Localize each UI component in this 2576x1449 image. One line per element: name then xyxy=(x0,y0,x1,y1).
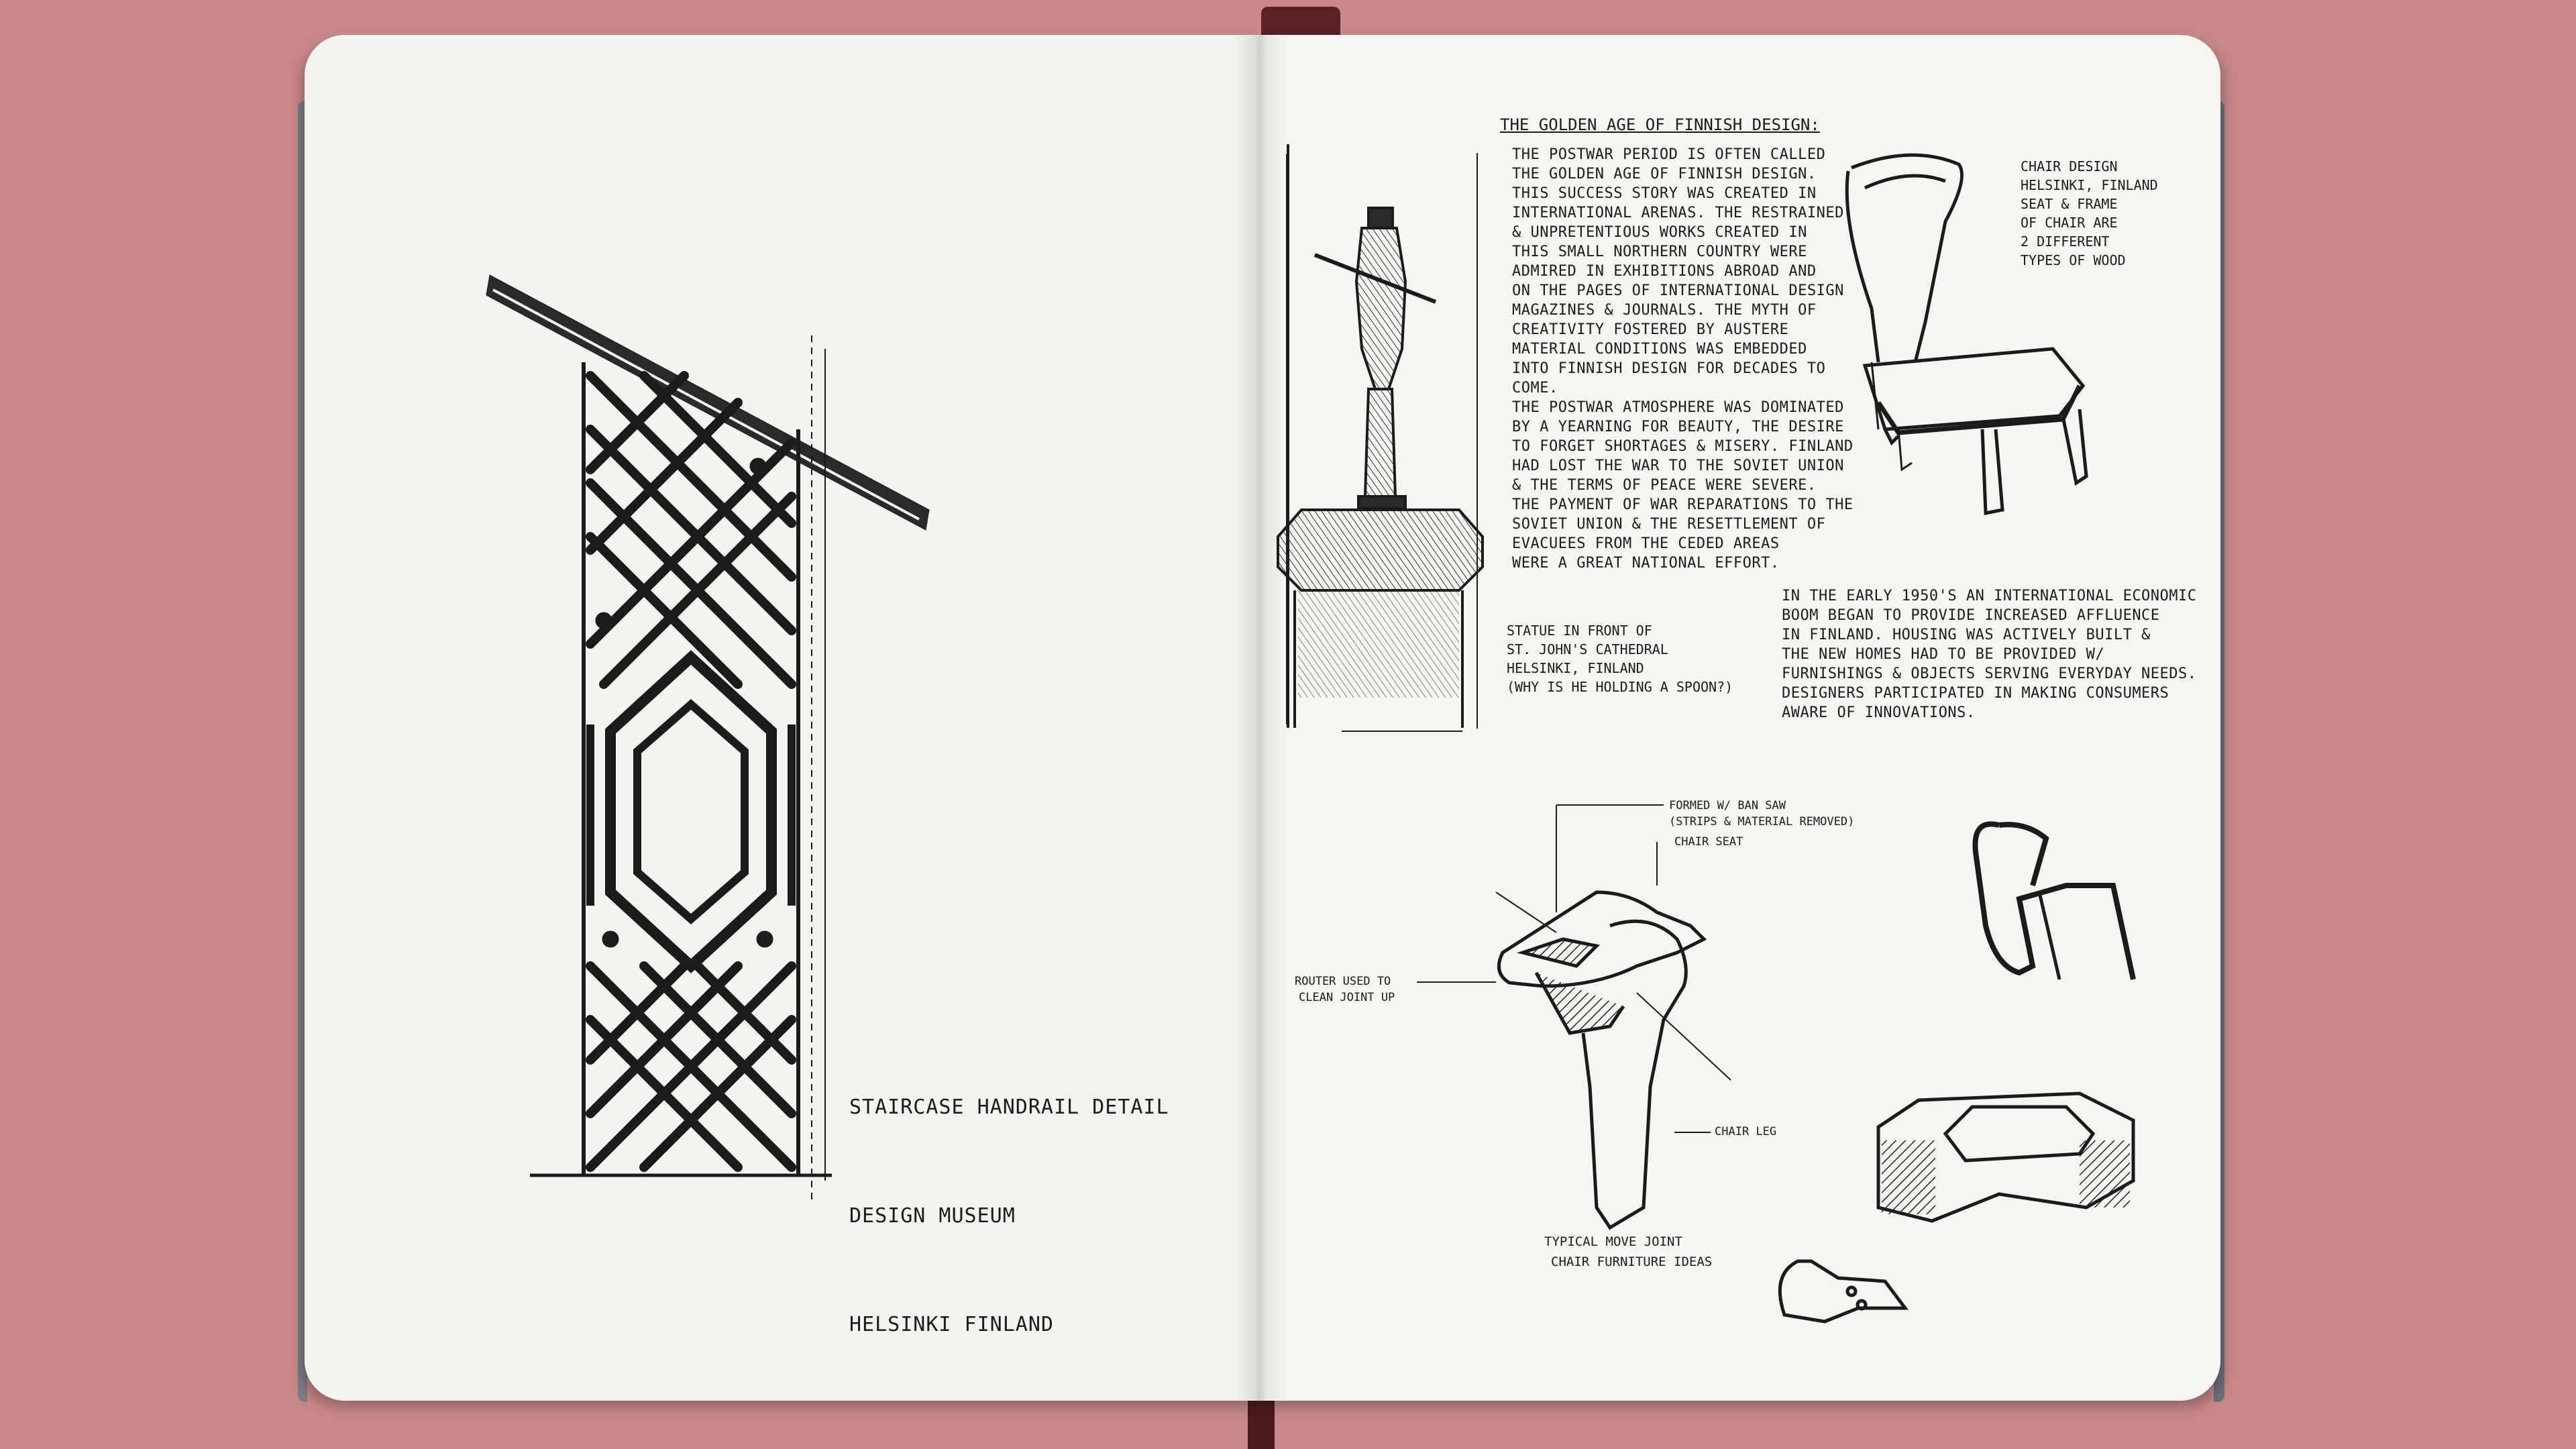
label-chair-seat: CHAIR SEAT xyxy=(1674,835,1743,849)
caption-line-3: HELSINKI FINLAND xyxy=(849,1313,1054,1336)
joinery-block-sketch xyxy=(1878,1093,2133,1221)
joint-caption-2: CHAIR FURNITURE IDEAS xyxy=(1551,1254,1713,1269)
joint-caption-1: TYPICAL MOVE JOINT xyxy=(1544,1234,1682,1249)
handrail-caption xyxy=(849,1017,1169,1415)
page-heading: THE GOLDEN AGE OF FINNISH DESIGN: xyxy=(1500,115,1820,134)
history-paragraph-1: THE POSTWAR PERIOD IS OFTEN CALLED THE GOLDEN AGE OF FINNISH DESIGN. THIS SUCCESS STORY WAS CREATED IN INTERNATIONAL ARENAS. THE RESTRAINED & UNPRETENTIOUS WORKS CREATED IN THIS SMALL NORTHERN COUNTRY WERE ADMIRED IN EXHIBITIONS ABROAD AND ON THE PAGES OF INTERNATIONAL DESIGN MAGAZINES & JOURNALS. THE MYTH OF CREATIVITY FOSTERED BY AUSTERE MATERIAL CONDITIONS WAS EMBEDDED INTO FINNISH DESIGN FOR DECADES TO COME. THE POSTWAR ATMOSPHERE WAS DOMINATED BY A YEARNING FOR BEAUTY, THE DESIRE TO FORGET SHORTAGES & MISERY. FINLAND HAD LOST THE WAR TO THE SOVIET UNION & THE TERMS OF PEACE WERE SEVERE. THE PAYMENT OF WAR REPARATIONS TO THE SOVIET UNION & THE RESETTLEMENT OF EVACUEES FROM THE CEDED AREAS WERE A GREAT NATIONAL EFFORT. xyxy=(1512,146,1854,572)
statue-caption: STATUE IN FRONT OF ST. JOHN'S CATHEDRAL HELSINKI, FINLAND (WHY IS HE HOLDING A SPOON?) xyxy=(1507,623,1733,695)
label-router: ROUTER USED TO xyxy=(1295,975,1391,988)
label-chair-leg: CHAIR LEG xyxy=(1715,1125,1777,1138)
chair-profile-sketch xyxy=(1975,824,2133,979)
chair-design-note: CHAIR DESIGN HELSINKI, FINLAND SEAT & FRAME OF CHAIR ARE 2 DIFFERENT TYPES OF WOOD xyxy=(2021,158,2158,268)
history-paragraph-2: IN THE EARLY 1950'S AN INTERNATIONAL ECONOMIC BOOM BEGAN TO PROVIDE INCREASED AFFLUENCE IN FINLAND. HOUSING WAS ACTIVELY BUILT & THE NEW HOMES HAD TO BE PROVIDED W/ FURNISHINGS & OBJECTS SERVING EVERYDAY NEEDS. DESIGNERS PARTICIPATED IN MAKING CONSUMERS AWARE OF INNOVATIONS. xyxy=(1782,588,2197,721)
hook-sketch xyxy=(1780,1261,1905,1322)
label-strips: (STRIPS & MATERIAL REMOVED) xyxy=(1669,815,1855,828)
label-router-2: CLEAN JOINT UP xyxy=(1299,991,1395,1004)
caption-line-2: DESIGN MUSEUM xyxy=(849,1204,1016,1228)
caption-line-1: STAIRCASE HANDRAIL DETAIL xyxy=(849,1095,1169,1119)
statue-sketch xyxy=(1278,144,1483,731)
joint-detail-sketch xyxy=(1417,805,1731,1228)
label-formed: FORMED W/ BAN SAW xyxy=(1669,799,1786,812)
